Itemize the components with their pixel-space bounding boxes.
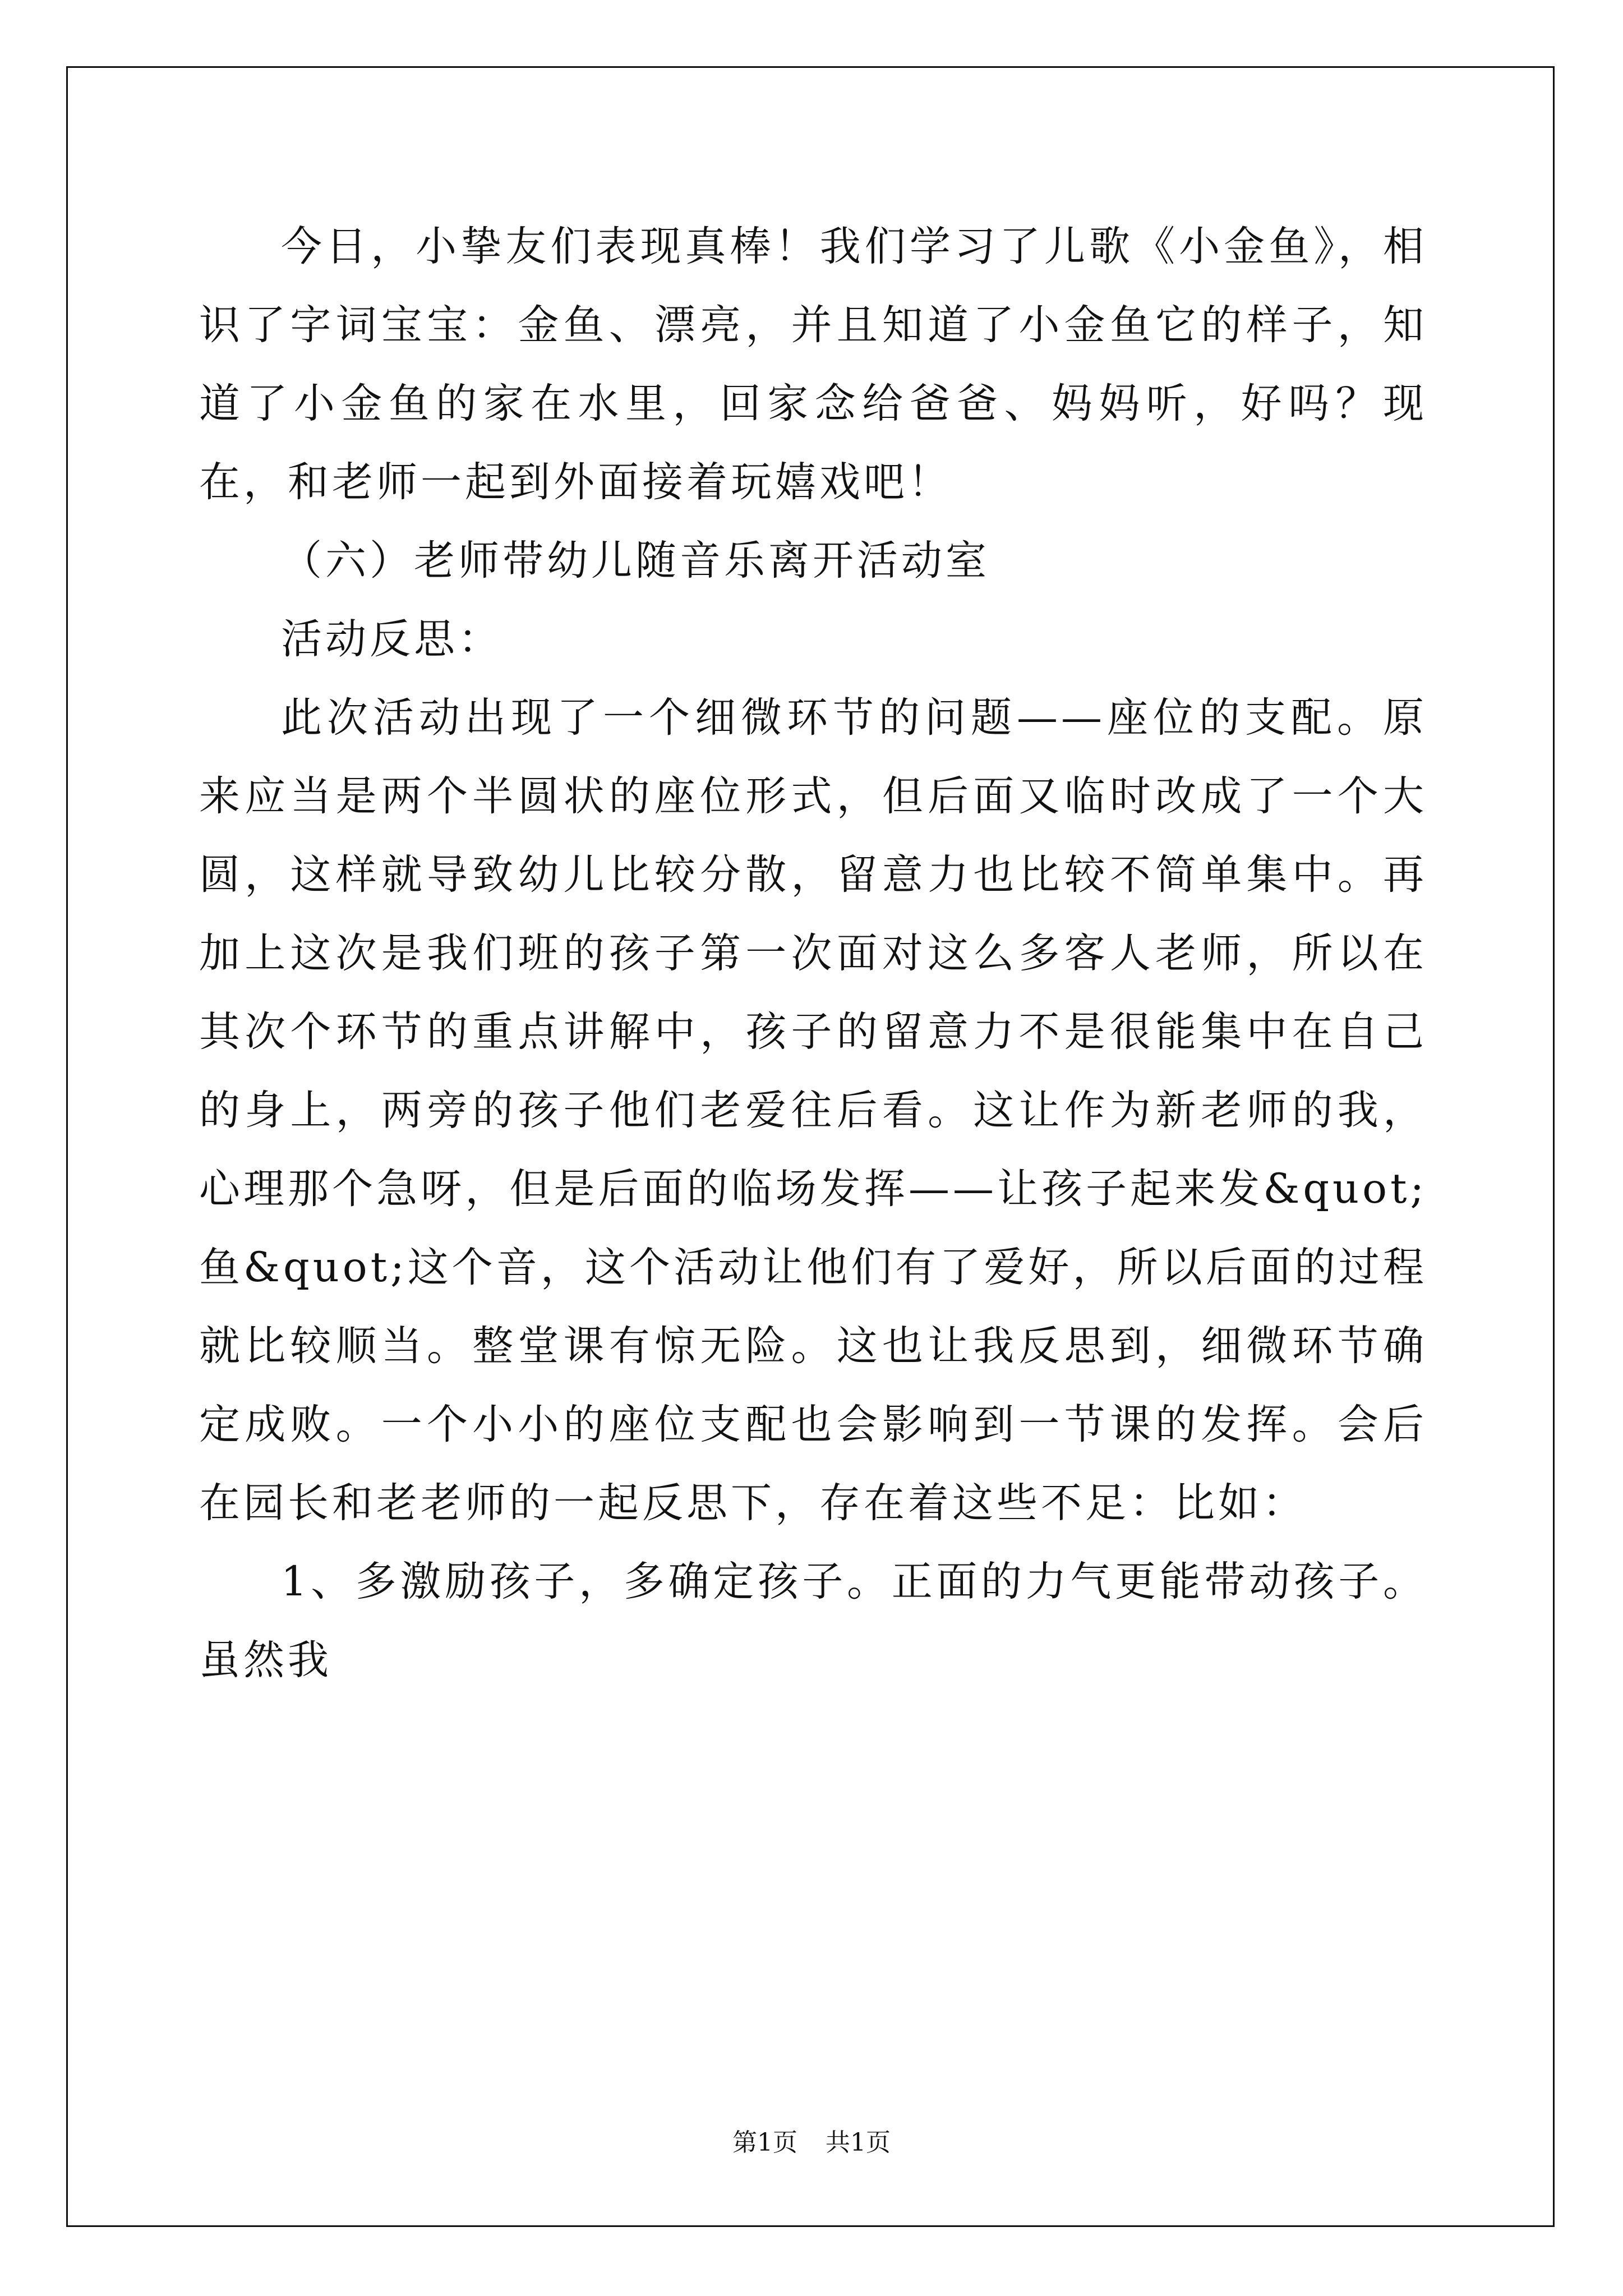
paragraph-step-six: （六）老师带幼儿随音乐离开活动室 [281,537,990,585]
paragraph-point-one: 1、多激励孩子，多确定孩子。正面的力气更能带动孩子。虽然我 [199,1558,1427,1684]
page-number-total: 共1页 [826,2128,891,2157]
paragraph-reflection-body: 此次活动出现了一个细微环节的问题——座位的支配。原来应当是两个半圆状的座位形式，但后面又临时改成了一个大圆，这样就导致幼儿比较分散，留意力也比较不简单集中。再加上这次是我们班的孩子第一次面对这么多客人老师，所以在其次个环节的重点讲解中，孩子的留意力不是很能集中在自己的身上，两旁的孩子他们老爱往后看。这让作为新老师的我，心理那个急呀，但是后面的临场发挥——让孩子起来发&quot;鱼&quot;这个音，这个活动让他们有了爱好，所以后面的过程就比较顺当。整堂课有惊无险。这也让我反思到，细微环节确定成败。一个小小的座位支配也会影响到一节课的发挥。会后在园长和老老师的一起反思下，存在着这些不足：比如： [199,694,1427,1527]
document-body [199,208,1427,1700]
page-footer [0,2126,1623,2160]
page-number-current: 第1页 [732,2128,797,2157]
paragraph-reflection-heading: 活动反思： [281,615,502,663]
paragraph-intro: 今日，小挚友们表现真棒！我们学习了儿歌《小金鱼》，相识了字词宝宝：金鱼、漂亮，并且知道了小金鱼它的样子，知道了小金鱼的家在水里，回家念给爸爸、妈妈听，好吗？现在，和老师一起到外面接着玩嬉戏吧！ [199,223,1427,506]
